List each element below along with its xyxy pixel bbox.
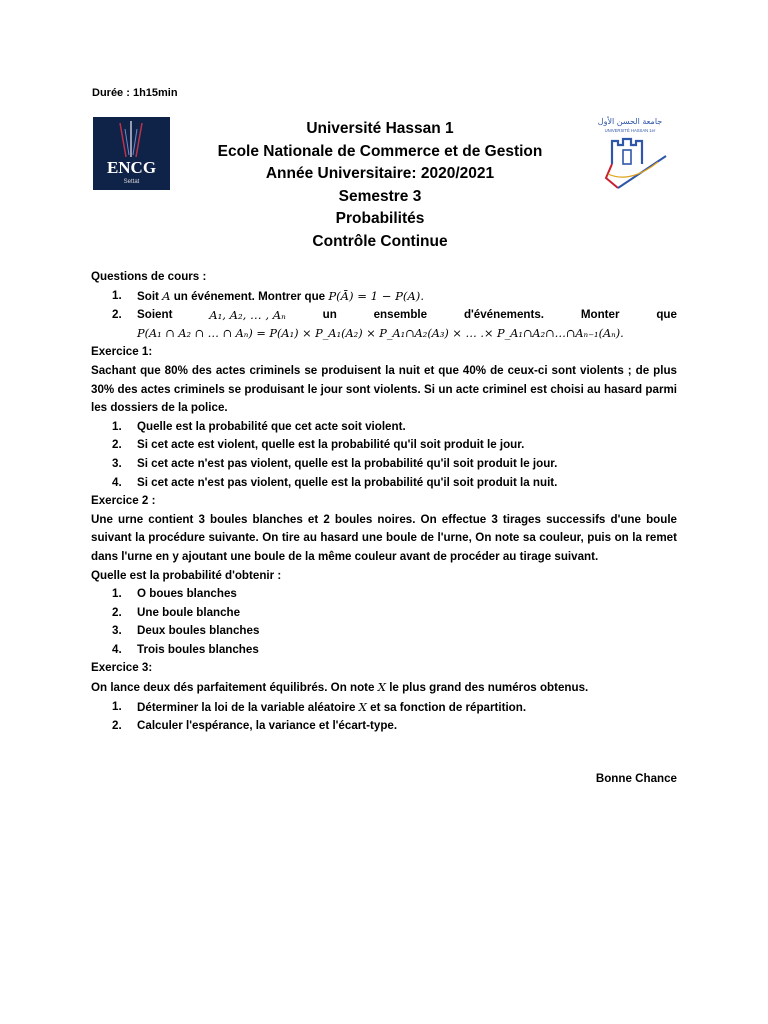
exercice-1-item: 3. Si cet acte n'est pas violent, quelle est la probabilité qu'il soit produit le jour.	[112, 456, 558, 470]
encg-logo-text: ENCG	[106, 158, 157, 177]
exercice-3-statement: On lance deux dés parfaitement équilibrés. On note X le plus grand des numéros obtenus.	[91, 680, 589, 695]
exercice-1-item: 4. Si cet acte n'est pas violent, quelle est la probabilité qu'il soit produit la nuit.	[112, 475, 558, 489]
encg-logo	[93, 117, 170, 190]
list-number: 2.	[112, 308, 122, 322]
list-number: 1.	[112, 288, 122, 302]
cours-question-1: 1. Soit A un événement. Montrer que P(Ā) = 1 − P(A).	[91, 287, 677, 307]
exercice-3-heading: Exercice 3:	[91, 661, 153, 675]
questions-cours-heading: Questions de cours :	[91, 270, 207, 283]
exercice-2-item: 1. O boues blanches	[112, 587, 237, 601]
math-variable: A	[162, 288, 171, 303]
encg-logo-subtext: Settat	[123, 179, 140, 185]
university-hassan-logo	[588, 114, 672, 192]
exercice-3-item: 2. Calculer l'espérance, la variance et l'écart-type.	[112, 719, 398, 733]
logo-university-text: UNIVERSITÉ HASSAN 1er	[604, 128, 656, 133]
cours-question-2	[91, 306, 677, 343]
math-formula: A₁, A₂, … , Aₙ	[209, 308, 286, 323]
exercice-2-heading: Exercice 2 :	[91, 494, 156, 508]
exercice-2-question: Quelle est la probabilité d'obtenir :	[91, 568, 282, 582]
university-hassan-logo-graphic	[588, 114, 672, 192]
exercice-1-heading: Exercice 1:	[91, 345, 153, 359]
exam-content	[91, 268, 677, 736]
logo-arabic-text: جامعة الحسن الأول	[597, 117, 663, 126]
exercice-1-item: 1. Quelle est la probabilité que cet acte soit violent.	[112, 419, 406, 433]
title-exam-type: Contrôle Continue	[312, 232, 448, 250]
closing-note: Bonne Chance	[595, 772, 677, 785]
exam-title-block	[180, 118, 580, 253]
exercice-2-item: 4. Trois boules blanches	[112, 642, 259, 656]
math-variable: X	[358, 699, 367, 714]
math-formula: P(A₁ ∩ A₂ ∩ … ∩ Aₙ) = P(A₁) × P_A₁(A₂) × P_A₁∩A₂(A₃) × … .× P_A₁∩A₂∩…∩Aₙ₋₁(Aₙ).	[137, 326, 624, 340]
title-semester: Semestre 3	[338, 187, 422, 205]
exercice-2-item: 3. Deux boules blanches	[112, 624, 260, 638]
title-subject: Probabilités	[335, 210, 425, 227]
math-formula: P(Ā) = 1 − P(A).	[328, 288, 425, 303]
title-academic-year: Année Universitaire: 2020/2021	[265, 165, 495, 182]
exercice-2-item: 2. Une boule blanche	[112, 605, 241, 619]
cours-question-2-line: Soient A₁, A₂, … , Aₙ un ensemble d'événements. Monter que	[137, 306, 677, 325]
math-variable: X	[377, 680, 386, 695]
exercice-1-item: 2. Si cet acte est violent, quelle est la probabilité qu'il soit produit le jour.	[112, 438, 525, 452]
exercice-3-item: 1. Déterminer la loi de la variable aléatoire X et sa fonction de répartition.	[112, 699, 527, 714]
exercice-2-statement: Une urne contient 3 boules blanches et 2 boules noires. On effectue 3 tirages successifs d'une boule suivant la procédure suivante. On tire au hasard une boule de l'urne, On note sa couleur, puis on la remet dans l'urne en y ajoutant une boule de la même couleur avant de procéder au tirage suivant.	[91, 512, 677, 563]
exam-duration: Durée : 1h15min	[92, 87, 178, 99]
title-school: Ecole Nationale de Commerce et de Gestion	[217, 142, 543, 160]
title-university: Université Hassan 1	[306, 120, 454, 137]
exercice-1-statement: Sachant que 80% des actes criminels se produisent la nuit et que 40% de ceux-ci sont violents ; de plus 30% des actes criminels se produisant le jour sont violents. Si un acte criminel est choisi au hasard parmi les dossiers de la police.	[91, 363, 677, 415]
encg-logo-graphic	[93, 117, 170, 190]
